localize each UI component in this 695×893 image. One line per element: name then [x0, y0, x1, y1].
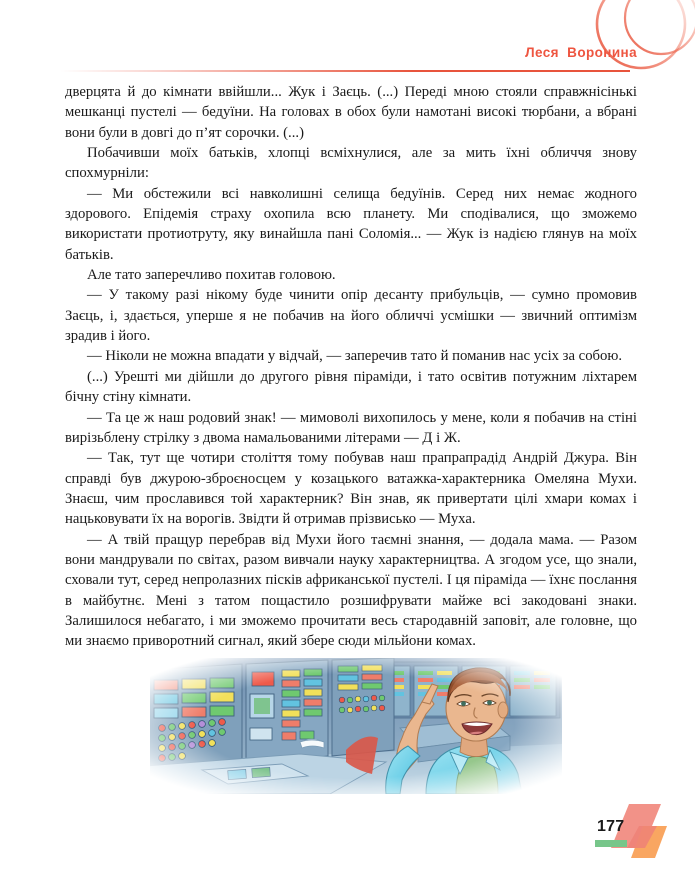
paragraph: — Та це ж наш родовий знак! — мимоволі вихопилось у мене, коли я побачив на стіні вирізьблену стрілку з двома намальованими літерами — Д і Ж.: [65, 409, 637, 446]
body-text: [65, 82, 637, 652]
page-header: [0, 0, 695, 80]
paragraph: — Ніколи не можна впадати у відчай, — заперечив тато й поманив нас усіх за собою.: [87, 348, 622, 365]
paragraph: (...) Урешті ми дійшли до другого рівня піраміди, і тато освітив потужним ліхтарем бічну стіну кімнати.: [65, 368, 637, 406]
paragraph: дверцята й до кімнати ввійшли... Жук і Заєць. (...) Переді мною стояли справжнісінькі мешканці пустелі — бедуїни. На головах в обох були намотані високі тюрбани, а вбрані вони були в довгі до п’ят сорочки. (...): [65, 84, 637, 141]
paragraph: — Так, тут ще чотири століття тому побував наш прапрапрадід Андрій Джура. Він справді був джурою-зброєносцем у козацького ватажка-характерника Омеляна Мухи. Знаєш, чим прославився той характерник? Він знав, як привертати цілі хмари комах і нацьковувати їх на ворогів. Звідти й отримав прізвисько — Муха.: [65, 450, 637, 528]
paragraph: Але тато заперечливо похитав головою.: [87, 267, 336, 284]
paragraph: — У такому разі нікому буде чинити опір десанту прибульців, — сумно промовив Заєць, і, здається, уперше я не побачив на його обличчі усмішки — звичний оптимізм зрадив і його.: [65, 287, 637, 345]
illustration-artwork: [150, 658, 562, 794]
paragraph: — Ми обстежили всі навколишні селища бедуїнів. Серед них немає жодного здорового. Епідемія страху охопила всю планету. Ми сподівалися, що зможемо використати протиотруту, яку винайшла пані Соломія... — Жук із надією глянув на моїх батьків.: [65, 185, 637, 263]
author-name: Леся Воронина: [525, 45, 637, 60]
page-footer: [0, 795, 695, 893]
folio-decoration-icon: [595, 800, 695, 872]
paragraph: Побачивши моїх батьків, хлопці всміхнулися, але за мить їхні обличчя знову спохмурніли:: [65, 145, 637, 182]
header-rule: [60, 70, 630, 72]
chapter-illustration: [150, 658, 562, 794]
page-number: 177: [597, 818, 625, 835]
paragraph: — А твій пращур перебрав від Мухи його таємні знання, — додала мама. — Разом вони мандрували по світах, разом вивчали науку характерництва. А згодом усе, що знали, сховали тут, серед непролазних пісків африканської пустелі. І ця піраміда — їхнє послання в майбутнє. Мені з татом пощастило розшифрувати майже всі закодовані знаки. Залишилося небагато, і ми зможемо прочитати весь стародавній заповіт, але головне, що ми знаємо приворотний сигнал, який збере сюди мільйони комах.: [65, 531, 637, 650]
